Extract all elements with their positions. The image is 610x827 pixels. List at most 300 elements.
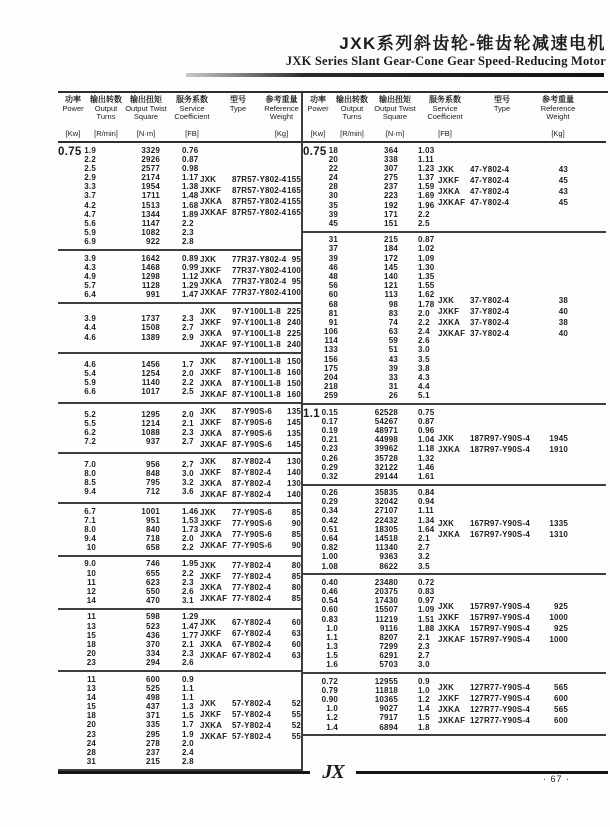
type-code-cell: 67-Y802-4: [232, 640, 272, 650]
torque-cell: 1389: [141, 332, 160, 342]
torque-cell: 237: [146, 748, 160, 757]
torque-cell: 1344: [141, 209, 160, 219]
type-name-cell: JXKA: [200, 328, 223, 338]
type-code-cell: 57-Y802-4: [232, 731, 272, 741]
service-coefficient-cell: 2.1: [182, 639, 194, 649]
turns-cell: 4.6: [84, 332, 96, 342]
header-label-en-power: Power: [62, 104, 84, 113]
type-row: [200, 186, 301, 196]
type-row: [438, 165, 568, 175]
service-coefficient-cell: 1.1: [182, 683, 194, 693]
type-row: [200, 594, 301, 604]
table-block: [58, 404, 301, 454]
torque-cell: 1642: [141, 253, 160, 263]
torque-cell: 9027: [379, 704, 398, 714]
turns-cell: 2.9: [84, 173, 96, 183]
type-name-cell: JXK: [438, 165, 455, 175]
torque-cell: 140: [384, 271, 398, 281]
turns-cell: 24: [328, 173, 338, 183]
turns-cell: 0.19: [321, 425, 338, 435]
type-code-cell: 67-Y802-4: [232, 629, 272, 639]
type-weight-cell: 80: [291, 582, 301, 592]
torque-cell: 192: [384, 200, 398, 210]
turns-cell: 1.5: [326, 651, 338, 661]
type-weight-cell: 165: [287, 185, 301, 195]
service-coefficient-cell: 0.97: [418, 596, 435, 606]
power-label: 0.75: [303, 146, 327, 158]
service-coefficient-cell: 1.04: [418, 435, 435, 445]
header-label-en-torque: Output Twist Square: [125, 104, 167, 121]
service-coefficient-cell: 3.2: [418, 552, 430, 562]
header-label-en-service: Service Coefficient: [174, 104, 210, 121]
turns-cell: 22: [328, 163, 338, 173]
torque-cell: 11818: [375, 685, 398, 695]
turns-cell: 0.26: [321, 453, 338, 463]
service-coefficient-cell: 2.6: [418, 336, 430, 346]
torque-cell: 937: [146, 437, 160, 447]
turns-cell: 56: [328, 281, 338, 291]
service-coefficient-cell: 1.48: [182, 191, 199, 201]
torque-cell: 237: [384, 182, 398, 192]
turns-cell: 4.3: [84, 262, 96, 272]
type-list: [200, 618, 301, 661]
type-row: [438, 307, 568, 317]
service-coefficient-cell: 1.23: [418, 163, 435, 173]
type-name-cell: JXKAF: [438, 329, 466, 339]
type-row: [200, 457, 301, 467]
turns-cell: 15: [86, 702, 96, 712]
torque-cell: 335: [146, 720, 160, 730]
type-code-cell: 87-Y802-4: [232, 456, 272, 466]
torque-cell: 6291: [379, 651, 398, 661]
data-rows: [313, 146, 438, 229]
page-title-chinese: JXK系列斜齿轮-锥齿轮减速电机: [339, 34, 606, 53]
type-code-cell: 87-Y90S-6: [232, 417, 273, 427]
table-block: [58, 610, 301, 672]
type-weight-cell: 85: [291, 529, 301, 539]
turns-cell: 0.21: [321, 435, 338, 445]
service-coefficient-cell: 3.0: [418, 660, 430, 670]
header-unit-turns: [R/min]: [94, 129, 118, 138]
service-coefficient-cell: 0.87: [418, 235, 435, 245]
type-weight-cell: 90: [291, 540, 301, 550]
type-name-cell: JXK: [200, 560, 217, 570]
turns-cell: 1.08: [321, 561, 338, 571]
table-block: [303, 233, 606, 405]
service-coefficient-cell: 3.0: [418, 345, 430, 355]
turns-cell: 18: [86, 639, 96, 649]
type-list: [438, 296, 568, 339]
header-unit-weight: [Kg]: [551, 129, 565, 138]
turns-cell: 20: [328, 154, 338, 164]
type-weight-cell: 140: [287, 489, 301, 499]
turns-cell: 39: [328, 253, 338, 263]
torque-cell: 1456: [141, 359, 160, 369]
type-row: [200, 583, 301, 593]
type-code-cell: 67-Y802-4: [232, 651, 272, 661]
turns-cell: 8.0: [84, 468, 96, 478]
footer-rule: [58, 763, 608, 781]
service-coefficient-cell: 1.47: [182, 290, 199, 300]
table-block: [303, 575, 606, 674]
turns-cell: 8.0: [84, 524, 96, 534]
header-unit-turns: [R/min]: [340, 129, 364, 138]
service-coefficient-cell: 0.75: [418, 407, 435, 417]
header-label-en-turns: Output Turns: [340, 104, 364, 121]
type-name-cell: JXKF: [438, 613, 460, 623]
service-coefficient-cell: 2.3: [182, 428, 194, 437]
torque-cell: 718: [146, 534, 160, 544]
type-weight-cell: 165: [287, 207, 301, 217]
data-rows: [313, 408, 438, 482]
turns-cell: 0.82: [321, 543, 338, 553]
type-weight-cell: 135: [287, 406, 301, 416]
turns-cell: 13: [86, 683, 96, 693]
type-code-cell: 37-Y802-4: [470, 307, 510, 317]
type-code-cell: 87-Y90S-6: [232, 439, 273, 449]
type-name-cell: JXKA: [200, 582, 223, 592]
header-label-cn-torque: 输出扭矩: [379, 95, 411, 104]
turns-cell: 2.2: [84, 154, 96, 164]
turns-cell: 10: [86, 568, 96, 578]
torque-cell: 370: [146, 639, 160, 649]
type-code-cell: 87-Y802-4: [232, 467, 272, 477]
type-code-cell: 97-Y100L1-8: [232, 306, 281, 316]
header-col-torque: [124, 96, 168, 138]
type-row: [200, 307, 301, 317]
torque-cell: 371: [146, 711, 160, 721]
header-label-en-type: Type: [493, 104, 511, 113]
torque-cell: 2577: [141, 163, 160, 173]
footer-rule-right: [356, 771, 608, 774]
service-coefficient-cell: 2.7: [182, 323, 194, 333]
torque-cell: 74: [388, 317, 398, 327]
torque-cell: 223: [384, 191, 398, 201]
torque-cell: 32122: [374, 462, 398, 472]
type-code-cell: 127R77-Y90S-4: [470, 682, 530, 692]
service-coefficient-cell: 0.72: [418, 577, 435, 587]
type-row: [438, 445, 568, 455]
service-coefficient-cell: 0.9: [182, 674, 194, 684]
turns-cell: 11: [87, 577, 96, 587]
torque-cell: 27107: [374, 506, 398, 516]
turns-cell: 39: [328, 209, 338, 219]
type-name-cell: JXKF: [200, 467, 222, 477]
type-row: [438, 296, 568, 306]
service-coefficient-cell: 0.98: [182, 163, 199, 173]
type-list: [200, 255, 301, 298]
service-coefficient-cell: 1.2: [418, 695, 430, 704]
turns-cell: 18: [86, 711, 96, 721]
data-rows: [72, 146, 200, 247]
torque-cell: 145: [384, 262, 398, 272]
service-coefficient-cell: 2.3: [182, 314, 194, 324]
table-block: [303, 405, 606, 486]
service-coefficient-cell: 1.29: [182, 281, 199, 291]
turns-cell: 68: [328, 299, 338, 309]
turns-cell: 175: [324, 363, 338, 373]
type-code-cell: 37-Y802-4: [470, 329, 510, 339]
turns-cell: 259: [324, 391, 338, 401]
type-code-cell: 87-Y100L1-8: [232, 367, 281, 377]
torque-cell: 39962: [374, 444, 398, 454]
torque-cell: 275: [384, 173, 398, 183]
type-code-cell: 87-Y802-4: [232, 478, 272, 488]
type-code-cell: 77-Y90S-6: [232, 507, 273, 517]
type-row: [438, 434, 568, 444]
torque-cell: 655: [146, 568, 160, 578]
type-name-cell: JXKAF: [200, 540, 228, 550]
type-weight-cell: 225: [287, 328, 301, 338]
torque-cell: 7299: [379, 642, 398, 652]
service-coefficient-cell: 1.53: [182, 515, 199, 525]
service-coefficient-cell: 2.2: [418, 209, 430, 219]
service-coefficient-cell: 1.46: [418, 462, 435, 472]
type-name-cell: JXKF: [438, 176, 460, 186]
type-row: [200, 340, 301, 350]
turns-cell: 204: [324, 373, 338, 382]
turns-cell: 0.17: [321, 416, 338, 426]
turns-cell: 5.4: [84, 368, 96, 378]
turns-cell: 3.9: [84, 253, 96, 263]
type-weight-cell: 60: [291, 618, 301, 628]
type-list: [200, 357, 301, 400]
type-list: [438, 683, 568, 726]
service-coefficient-cell: 1.62: [418, 290, 435, 300]
torque-cell: 51: [388, 345, 398, 355]
service-coefficient-cell: 2.7: [182, 437, 194, 447]
turns-cell: 2.5: [84, 163, 96, 173]
turns-cell: 23: [86, 658, 96, 668]
service-coefficient-cell: 2.4: [418, 327, 430, 337]
turns-cell: 0.32: [321, 471, 338, 481]
service-coefficient-cell: 2.0: [182, 409, 194, 419]
torque-cell: 951: [146, 515, 160, 525]
turns-cell: 218: [324, 382, 338, 392]
torque-cell: 550: [146, 587, 160, 596]
turns-cell: 11: [87, 674, 96, 684]
type-weight-cell: 55: [291, 709, 301, 719]
torque-cell: 334: [146, 649, 160, 659]
type-weight-cell: 100: [287, 266, 301, 276]
turns-cell: 0.23: [321, 444, 338, 454]
header-col-weight: [260, 96, 303, 138]
data-rows: [72, 360, 200, 397]
title-rule: [186, 73, 604, 77]
type-weight-cell: 1000: [549, 635, 568, 645]
turns-cell: 31: [328, 235, 338, 245]
header-unit-service: [FB]: [185, 129, 199, 138]
service-coefficient-cell: 2.6: [182, 587, 194, 596]
page-title-english: JXK Series Slant Gear-Cone Gear Speed-Reducing Motor: [285, 54, 606, 68]
type-name-cell: JXK: [200, 306, 217, 316]
type-weight-cell: 1310: [549, 529, 568, 539]
type-row: [438, 624, 568, 634]
type-name-cell: JXKF: [200, 629, 222, 639]
type-weight-cell: 160: [287, 389, 301, 399]
data-rows: [72, 559, 200, 605]
type-weight-cell: 135: [287, 428, 301, 438]
turns-cell: 1.6: [326, 660, 338, 670]
type-code-cell: 77-Y90S-6: [232, 529, 273, 539]
type-code-cell: 47-Y802-4: [470, 187, 510, 197]
service-coefficient-cell: 2.2: [418, 317, 430, 327]
torque-cell: 436: [146, 630, 160, 640]
service-coefficient-cell: 0.94: [418, 497, 435, 507]
type-code-cell: 77R37-Y802-4: [232, 288, 287, 298]
type-name-cell: JXK: [200, 456, 217, 466]
type-row: [200, 357, 301, 367]
turns-cell: 4.6: [84, 359, 96, 369]
torque-cell: 20375: [374, 586, 398, 596]
type-weight-cell: 85: [291, 571, 301, 581]
type-name-cell: JXKF: [200, 709, 222, 719]
header-label-cn-weight: 参考重量: [265, 95, 298, 104]
header-label-en-service: Service Coefficient: [427, 104, 463, 121]
type-name-cell: JXKA: [200, 720, 223, 730]
service-coefficient-cell: 2.2: [182, 543, 194, 553]
service-coefficient-cell: 0.83: [418, 586, 435, 596]
type-name-cell: JXKA: [200, 478, 223, 488]
service-coefficient-cell: 2.0: [182, 368, 194, 378]
turns-cell: 0.83: [321, 614, 338, 624]
type-name-cell: JXK: [200, 255, 217, 265]
service-coefficient-cell: 1.78: [418, 299, 435, 309]
type-code-cell: 37-Y802-4: [470, 318, 510, 328]
service-coefficient-cell: 1.09: [418, 605, 435, 615]
torque-cell: 1017: [141, 387, 160, 397]
turns-cell: 20: [86, 649, 96, 659]
service-coefficient-cell: 1.88: [418, 623, 435, 633]
turns-cell: 7.1: [84, 515, 96, 525]
data-rows: [72, 460, 200, 497]
header-unit-torque: [N·m]: [385, 129, 405, 138]
type-name-cell: JXKA: [438, 444, 461, 454]
header-label-cn-power: 功率: [310, 95, 326, 104]
type-name-cell: JXK: [438, 602, 455, 612]
turns-cell: 46: [328, 262, 338, 272]
type-name-cell: JXKAF: [200, 207, 228, 217]
service-coefficient-cell: 1.09: [418, 253, 435, 263]
torque-cell: 1254: [141, 368, 160, 378]
type-row: [438, 683, 568, 693]
torque-cell: 1214: [141, 418, 160, 428]
type-row: [200, 710, 301, 720]
torque-cell: 26: [388, 391, 398, 401]
type-name-cell: JXK: [200, 356, 217, 366]
torque-cell: 7917: [379, 713, 398, 723]
service-coefficient-cell: 1.34: [418, 515, 435, 525]
turns-cell: 1.4: [326, 722, 338, 732]
type-weight-cell: 40: [558, 329, 568, 339]
type-row: [200, 407, 301, 417]
table-block: [58, 251, 301, 304]
type-row: [200, 175, 301, 185]
service-coefficient-cell: 2.9: [182, 332, 194, 342]
type-code-cell: 87-Y90S-6: [232, 406, 273, 416]
turns-cell: 4.9: [84, 271, 96, 281]
type-weight-cell: 565: [554, 682, 568, 692]
type-row: [200, 277, 301, 287]
type-code-cell: 87R57-Y802-4: [232, 196, 287, 206]
torque-cell: 172: [384, 253, 398, 263]
type-name-cell: JXKA: [438, 529, 461, 539]
data-rows: [72, 254, 200, 300]
type-code-cell: 77R37-Y802-4: [232, 277, 287, 287]
turns-cell: 0.54: [321, 596, 338, 606]
type-weight-cell: 600: [554, 715, 568, 725]
type-weight-cell: 1000: [549, 613, 568, 623]
header-unit-service: [FB]: [438, 129, 452, 138]
type-code-cell: 67-Y802-4: [232, 618, 272, 628]
turns-cell: 5.9: [84, 228, 96, 238]
service-coefficient-cell: 1.30: [418, 262, 435, 272]
spec-table-left: [58, 93, 303, 771]
type-code-cell: 167R97-Y90S-4: [470, 518, 530, 528]
header-label-en-weight: Reference Weight: [264, 104, 299, 121]
turns-cell: 6.2: [84, 428, 96, 437]
turns-cell: 6.6: [84, 387, 96, 397]
service-coefficient-cell: 2.1: [182, 418, 194, 428]
torque-cell: 1088: [141, 428, 160, 437]
type-name-cell: JXKA: [438, 187, 461, 197]
table-body: [303, 143, 606, 736]
type-row: [200, 530, 301, 540]
torque-cell: 364: [384, 145, 398, 155]
service-coefficient-cell: 0.84: [418, 488, 435, 498]
type-row: [200, 721, 301, 731]
type-code-cell: 57-Y802-4: [232, 709, 272, 719]
type-weight-cell: 63: [291, 651, 301, 661]
type-list: [438, 602, 568, 645]
table-block: [58, 304, 301, 354]
turns-cell: 9.4: [84, 487, 96, 497]
torque-cell: 59: [388, 336, 398, 346]
type-list: [438, 434, 568, 455]
header-label-cn-type: 型号: [230, 95, 246, 104]
service-coefficient-cell: 4.3: [418, 373, 430, 382]
spec-table-right: [303, 93, 606, 771]
type-code-cell: 167R97-Y90S-4: [470, 529, 530, 539]
service-coefficient-cell: 1.12: [182, 271, 199, 281]
torque-cell: 338: [384, 154, 398, 164]
type-weight-cell: 38: [558, 296, 568, 306]
type-name-cell: JXKA: [438, 704, 461, 714]
service-coefficient-cell: 0.76: [182, 145, 199, 155]
torque-cell: 6894: [379, 722, 398, 732]
turns-cell: 9.4: [84, 534, 96, 544]
type-weight-cell: 45: [558, 176, 568, 186]
type-name-cell: JXKF: [438, 693, 460, 703]
service-coefficient-cell: 3.8: [418, 363, 430, 373]
service-coefficient-cell: 1.02: [418, 244, 435, 254]
type-row: [200, 440, 301, 450]
type-code-cell: 87-Y90S-6: [232, 428, 273, 438]
data-rows: [72, 410, 200, 447]
type-row: [438, 187, 568, 197]
turns-cell: 1.3: [326, 642, 338, 652]
torque-cell: 63: [388, 327, 398, 337]
table-block: [58, 672, 301, 771]
turns-cell: 133: [324, 345, 338, 355]
torque-cell: 3329: [141, 145, 160, 155]
turns-cell: 5.5: [84, 418, 96, 428]
service-coefficient-cell: 2.3: [182, 228, 194, 238]
service-coefficient-cell: 1.89: [182, 209, 199, 219]
table-header: [303, 93, 606, 143]
service-coefficient-cell: 1.51: [418, 614, 435, 624]
turns-cell: 0.15: [321, 407, 338, 417]
